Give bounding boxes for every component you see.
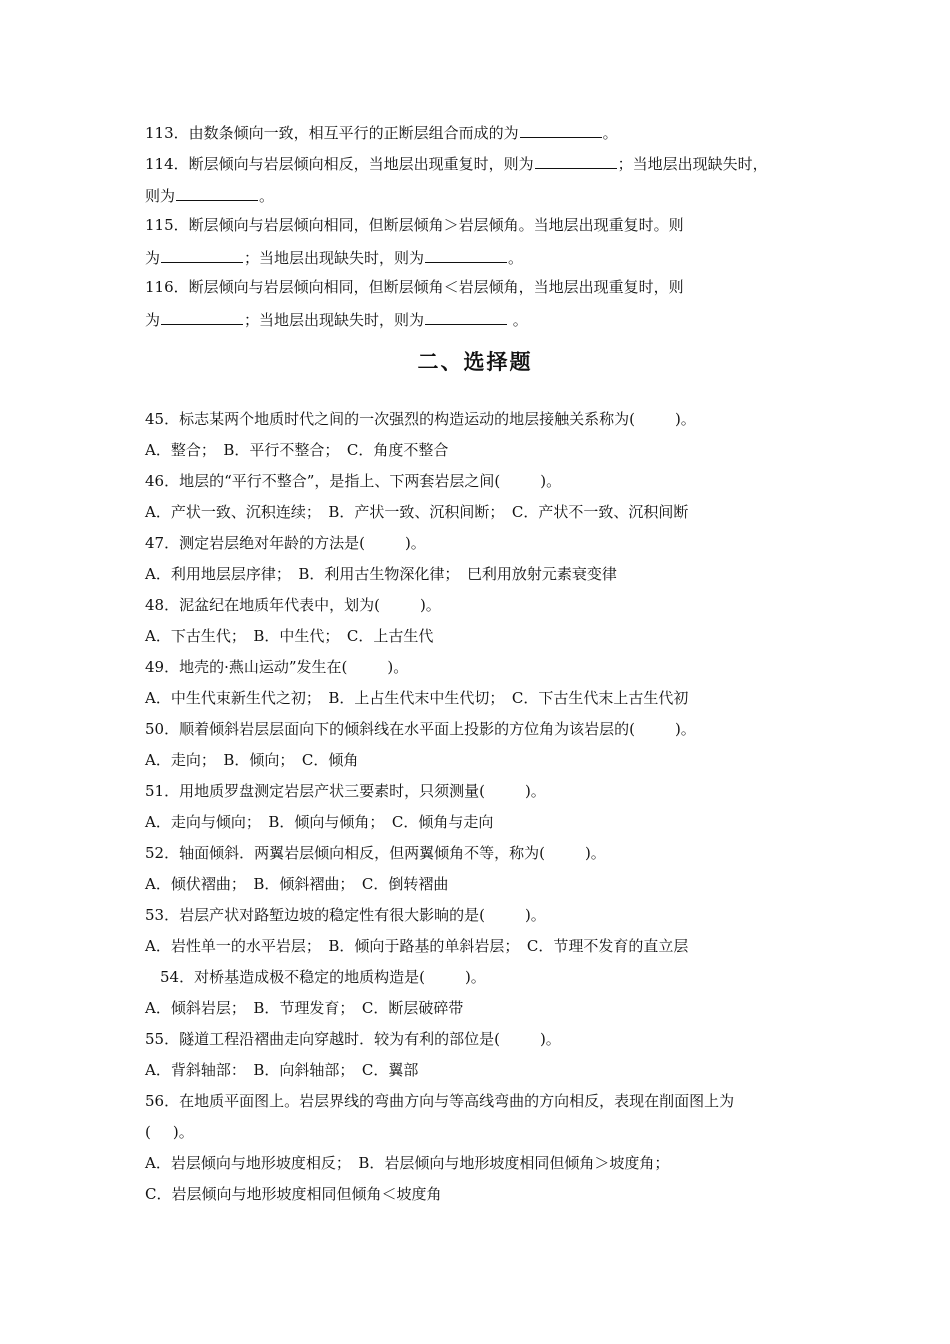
question-48: 48．泥盆纪在地质年代表中，划为( )。: [145, 596, 441, 614]
answer-blank: [161, 308, 243, 325]
question-54: 54．对桥基造成极不稳定的地质构造是( )。: [160, 968, 486, 986]
answer-blank: [161, 246, 243, 263]
options-55: A．背斜轴部： B．向斜轴部； C．翼部: [145, 1061, 419, 1079]
question-114-line1: 114．断层倾向与岩层倾向相反，当地层出现重复时，则为 ；当地层出现缺失时，: [145, 152, 768, 174]
question-115-line2: 为 ；当地层出现缺失时，则为 。: [145, 246, 523, 268]
options-56-line2: C．岩层倾向与地形坡度相同但倾角＜坡度角: [145, 1185, 442, 1203]
question-47: 47．测定岩层绝对年龄的方法是( )。: [145, 534, 426, 552]
question-51: 51．用地质罗盘测定岩层产状三要素时，只须测量( )。: [145, 782, 546, 800]
options-46: A．产状一致、沉积连续； B．产状一致、沉积间断； C．产状不一致、沉积间断: [145, 503, 689, 521]
options-49: A．中生代束新生代之初； B．上占生代末中生代切； C．下古生代末上古生代初: [145, 689, 689, 707]
options-51: A．走向与倾向； B．倾向与倾角； C．倾角与走向: [145, 813, 494, 831]
options-54: A．倾斜岩层； B．节理发育； C．断层破碎带: [145, 999, 464, 1017]
question-115-line1: 115．断层倾向与岩层倾向相同，但断层倾角＞岩层倾角。当地层出现重复时。则: [145, 216, 684, 234]
question-52: 52．轴面倾斜．两翼岩层倾向相反，但两翼倾角不等，称为( )。: [145, 844, 606, 862]
answer-blank: [425, 308, 507, 325]
question-116-line2: 为 ；当地层出现缺失时，则为 。: [145, 308, 528, 330]
options-47: A．利用地层层序律； B．利用古生物深化律； 巳利用放射元素衰变律: [145, 565, 617, 583]
answer-blank: [535, 152, 617, 169]
options-48: A．下古生代； B．中生代； C．上古生代: [145, 627, 434, 645]
options-53: A．岩性单一的水平岩层； B．倾向于路基的单斜岩层； C．节理不发育的直立层: [145, 937, 689, 955]
answer-blank: [425, 246, 507, 263]
question-45: 45．标志某两个地质时代之间的一次强烈的构造运动的地层接触关系称为( )。: [145, 410, 696, 428]
question-116-line1: 116．断层倾向与岩层倾向相同，但断层倾角＜岩层倾角，当地层出现重复时，则: [145, 278, 684, 296]
options-52: A．倾伏褶曲； B．倾斜褶曲； C．倒转褶曲: [145, 875, 449, 893]
options-56-line1: A．岩层倾向与地形坡度相反； B．岩层倾向与地形坡度相同但倾角＞坡度角；: [145, 1154, 670, 1172]
question-56-line2: ( )。: [145, 1123, 194, 1141]
question-114-line2: 则为 。: [145, 184, 274, 206]
question-50: 50．顺着倾斜岩层层面向下的倾斜线在水平面上投影的方位角为该岩层的( )。: [145, 720, 696, 738]
options-50: A．走向； B．倾向； C．倾角: [145, 751, 359, 769]
question-55: 55．隧道工程沿褶曲走向穿越时．较为有利的部位是( )。: [145, 1030, 561, 1048]
question-53: 53．岩层产状对路堑边坡的稳定性有很大影晌的是( )。: [145, 906, 546, 924]
question-113: 113．由数条倾向一致，相互平行的正断层组合而成的为 。: [145, 121, 618, 143]
answer-blank: [520, 121, 602, 138]
options-45: A．整合； B．平行不整合； C．角度不整合: [145, 441, 449, 459]
question-49: 49．地壳的·燕山运动”发生在( )。: [145, 658, 409, 676]
question-56-line1: 56．在地质平面图上。岩层界线的弯曲方向与等高线弯曲的方向相反，表现在削面图上为: [145, 1092, 735, 1110]
question-46: 46．地层的“平行不整合”，是指上、下两套岩层之间( )。: [145, 472, 562, 490]
answer-blank: [176, 184, 258, 201]
section-heading: 二、选择题: [417, 350, 533, 374]
